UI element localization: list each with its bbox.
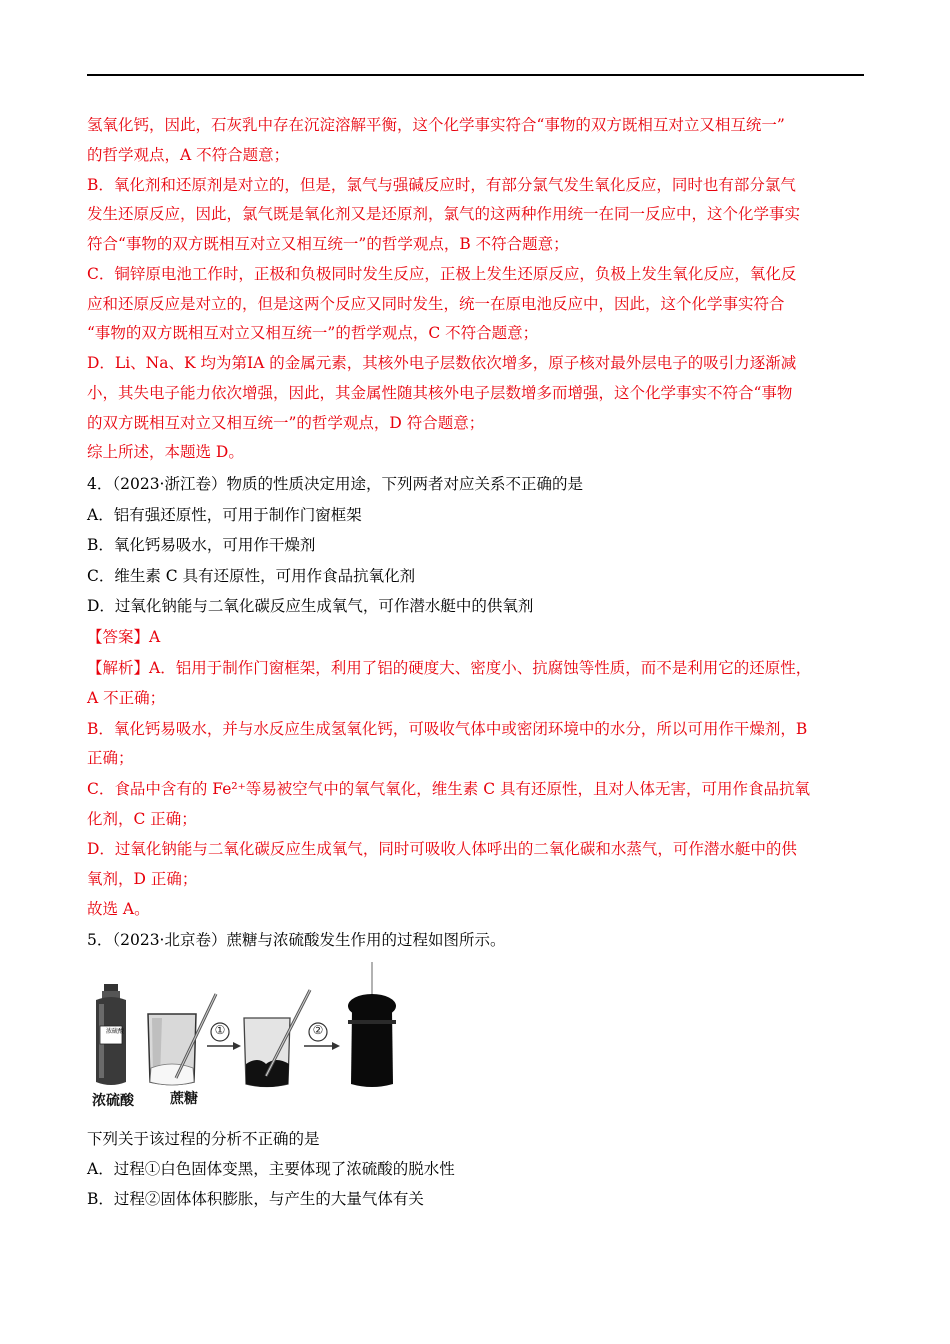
- text-line: 综上所述，本题选 D。: [87, 443, 244, 461]
- answer-line: 【答案】A: [87, 628, 161, 646]
- text-line: 正确；: [87, 749, 134, 767]
- experiment-illustration: [90, 960, 410, 1115]
- question-5-prompt: 下列关于该过程的分析不正确的是: [87, 1130, 320, 1148]
- text-line: “事物的双方既相互对立又相互统一”的哲学观点，C 不符合题意；: [87, 324, 539, 342]
- text-line: 符合“事物的双方既相互对立又相互统一”的哲学观点，B 不符合题意；: [87, 235, 569, 253]
- label-sugar: 蔗糖: [170, 1091, 198, 1107]
- option-a: A．铝有强还原性，可用于制作门窗框架: [87, 506, 362, 524]
- text-line: 应和还原反应是对立的，但是这两个反应又同时发生，统一在原电池反应中，因此，这个化学事实符合: [87, 295, 785, 313]
- option-d: D．过氧化钠能与二氧化碳反应生成氧气，可作潜水艇中的供氧剂: [87, 597, 534, 615]
- experiment-figure: [90, 960, 410, 1115]
- analysis-line: 【解析】A．铝用于制作门窗框架，利用了铝的硬度大、密度小、抗腐蚀等性质，而不是利用它的还原性，: [87, 659, 812, 677]
- label-concentrated-acid: 浓硫酸: [92, 1093, 134, 1109]
- text-line: 化剂，C 正确；: [87, 810, 197, 828]
- header-rule: [87, 74, 864, 76]
- bottle-tag: 浓硫酸: [105, 1028, 124, 1035]
- text-line: 小，其失电子能力依次增强，因此，其金属性随其核外电子层数增多而增强，这个化学事实不符合“事物: [87, 384, 793, 402]
- text-line: C．食品中含有的 Fe²⁺等易被空气中的氧气氧化，维生素 C 具有还原性，且对人体无害，可用作食品抗氧: [87, 780, 810, 798]
- text-line: D．Li、Na、K 均为第ⅠA 的金属元素，其核外电子层数依次增多，原子核对最外层电子的吸引力逐渐减: [87, 354, 797, 372]
- step-2-label: ②: [312, 1023, 324, 1037]
- option-a: A．过程①白色固体变黑，主要体现了浓硫酸的脱水性: [87, 1160, 455, 1178]
- text-line: 的哲学观点，A 不符合题意；: [87, 146, 290, 164]
- option-c: C．维生素 C 具有还原性，可用作食品抗氧化剂: [87, 567, 416, 585]
- text-line: 的双方既相互对立又相互统一”的哲学观点，D 符合题意；: [87, 414, 485, 432]
- beaker-black-solid-icon: [244, 990, 310, 1087]
- question-4-stem: 4．（2023·浙江卷）物质的性质决定用途，下列两者对应关系不正确的是: [87, 475, 583, 493]
- beaker-sugar-icon: [148, 994, 216, 1085]
- option-b: B．氧化钙易吸水，可用作干燥剂: [87, 536, 316, 554]
- expanded-black-solid-icon: [348, 962, 396, 1087]
- text-line: C．铜锌原电池工作时，正极和负极同时发生反应，正极上发生还原反应，负极上发生氧化反应，氧化反: [87, 265, 797, 283]
- text-line: D．过氧化钠能与二氧化碳反应生成氧气，同时可吸收人体呼出的二氧化碳和水蒸气，可作潜水艇中的供: [87, 840, 797, 858]
- text-line: 氧剂，D 正确；: [87, 870, 198, 888]
- text-line: 发生还原反应，因此，氯气既是氧化剂又是还原剂，氯气的这两种作用统一在同一反应中，这个化学事实: [87, 205, 801, 223]
- text-line: 氢氧化钙，因此，石灰乳中存在沉淀溶解平衡，这个化学事实符合“事物的双方既相互对立又相互统一”: [87, 116, 785, 134]
- text-line: A 不正确；: [87, 689, 166, 707]
- text-line: B．氧化钙易吸水，并与水反应生成氢氧化钙，可吸收气体中或密闭环境中的水分，所以可用作干燥剂，B: [87, 720, 808, 738]
- step-1-label: ①: [214, 1023, 226, 1037]
- text-line: B．氧化剂和还原剂是对立的，但是，氯气与强碱反应时，有部分氯气发生氧化反应，同时也有部分氯气: [87, 176, 796, 194]
- question-5-stem: 5．（2023·北京卷）蔗糖与浓硫酸发生作用的过程如图所示。: [87, 931, 506, 949]
- option-b: B．过程②固体体积膨胀，与产生的大量气体有关: [87, 1190, 424, 1208]
- text-line: 故选 A。: [87, 900, 150, 918]
